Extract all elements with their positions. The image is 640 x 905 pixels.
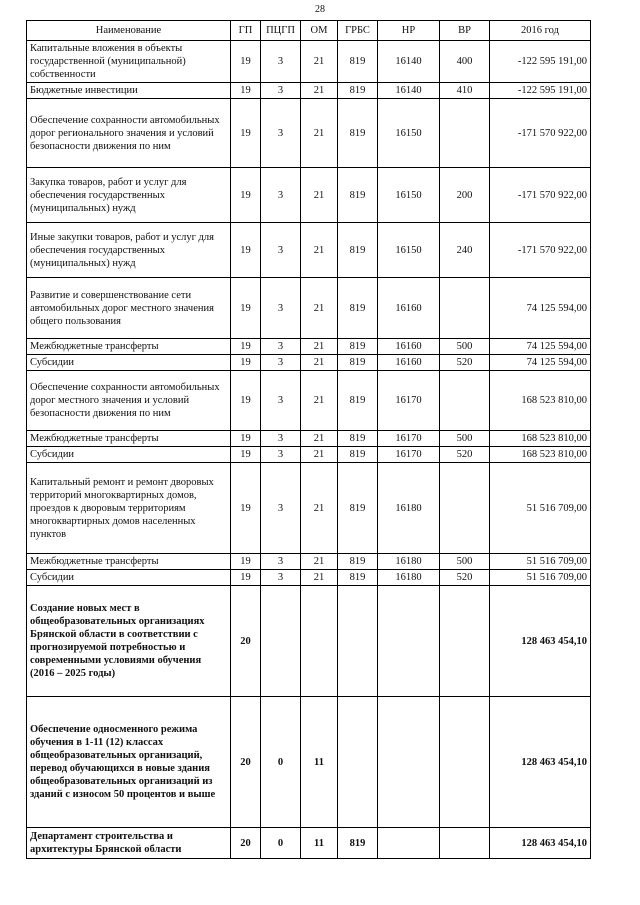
row-amount-cell: 168 523 810,00 bbox=[490, 371, 591, 431]
row-amount-cell: 74 125 594,00 bbox=[490, 355, 591, 371]
row-nr-cell: 16150 bbox=[378, 223, 440, 278]
row-nr-cell bbox=[378, 697, 440, 828]
row-om-cell: 11 bbox=[301, 697, 338, 828]
header-vr: ВР bbox=[440, 21, 490, 41]
row-nr-cell bbox=[378, 828, 440, 859]
row-pgp-cell: 3 bbox=[261, 447, 301, 463]
table-row bbox=[27, 278, 591, 339]
row-vr-cell bbox=[440, 697, 490, 828]
row-amount-cell: 128 463 454,10 bbox=[490, 586, 591, 697]
row-vr-cell: 200 bbox=[440, 168, 490, 223]
row-name-cell: Субсидии bbox=[27, 355, 231, 371]
row-om-cell: 21 bbox=[301, 463, 338, 554]
row-gp-cell: 20 bbox=[231, 586, 261, 697]
row-nr-cell: 16180 bbox=[378, 554, 440, 570]
row-amount-cell: 51 516 709,00 bbox=[490, 554, 591, 570]
row-grbs-cell: 819 bbox=[338, 41, 378, 83]
row-vr-cell: 410 bbox=[440, 83, 490, 99]
header-pgp: ПЦГП bbox=[261, 21, 301, 41]
table-row bbox=[27, 41, 591, 83]
row-om-cell: 21 bbox=[301, 570, 338, 586]
row-amount-cell: -171 570 922,00 bbox=[490, 168, 591, 223]
table-row bbox=[27, 355, 591, 371]
row-name-cell: Обеспечение односменного режима обучения в 1-11 (12) классах общеобразовательных организаций, перевод обучающихся в новые здания общеобразовательных организаций из зданий с износом 50 процентов и выше bbox=[27, 697, 231, 828]
row-name-cell: Закупка товаров, работ и услуг для обеспечения государственных (муниципальных) нужд bbox=[27, 168, 231, 223]
row-grbs-cell: 819 bbox=[338, 570, 378, 586]
page-number: 28 bbox=[315, 4, 325, 15]
row-grbs-cell bbox=[338, 586, 378, 697]
table-row bbox=[27, 83, 591, 99]
budget-table bbox=[26, 20, 591, 859]
row-pgp-cell: 3 bbox=[261, 431, 301, 447]
row-name-cell: Развитие и совершенствование сети автомобильных дорог местного значения общего пользования bbox=[27, 278, 231, 339]
row-pgp-cell: 3 bbox=[261, 278, 301, 339]
row-vr-cell: 500 bbox=[440, 554, 490, 570]
row-grbs-cell bbox=[338, 697, 378, 828]
row-gp-cell: 19 bbox=[231, 41, 261, 83]
header-nr: НР bbox=[378, 21, 440, 41]
row-nr-cell: 16160 bbox=[378, 339, 440, 355]
row-gp-cell: 19 bbox=[231, 431, 261, 447]
row-vr-cell bbox=[440, 99, 490, 168]
row-gp-cell: 19 bbox=[231, 168, 261, 223]
row-om-cell: 21 bbox=[301, 554, 338, 570]
row-amount-cell: 128 463 454,10 bbox=[490, 828, 591, 859]
row-name-cell: Межбюджетные трансферты bbox=[27, 339, 231, 355]
row-pgp-cell: 3 bbox=[261, 339, 301, 355]
row-om-cell bbox=[301, 586, 338, 697]
row-gp-cell: 19 bbox=[231, 463, 261, 554]
table-row bbox=[27, 168, 591, 223]
row-pgp-cell: 3 bbox=[261, 463, 301, 554]
row-gp-cell: 19 bbox=[231, 554, 261, 570]
row-name-cell: Создание новых мест в общеобразовательных организациях Брянской области в соответствии с прогнозируемой потребностью и современными условиями обучения (2016 – 2025 годы) bbox=[27, 586, 231, 697]
row-amount-cell: 51 516 709,00 bbox=[490, 463, 591, 554]
row-vr-cell bbox=[440, 278, 490, 339]
row-nr-cell: 16140 bbox=[378, 83, 440, 99]
row-vr-cell bbox=[440, 828, 490, 859]
row-name-cell: Субсидии bbox=[27, 570, 231, 586]
table-row bbox=[27, 586, 591, 697]
row-name-cell: Межбюджетные трансферты bbox=[27, 431, 231, 447]
row-pgp-cell: 3 bbox=[261, 99, 301, 168]
table-row bbox=[27, 431, 591, 447]
table-row bbox=[27, 828, 591, 859]
row-nr-cell: 16160 bbox=[378, 355, 440, 371]
row-name-cell: Капитальные вложения в объекты государственной (муниципальной) собственности bbox=[27, 41, 231, 83]
table-row bbox=[27, 339, 591, 355]
row-grbs-cell: 819 bbox=[338, 168, 378, 223]
row-amount-cell: -122 595 191,00 bbox=[490, 41, 591, 83]
row-nr-cell: 16140 bbox=[378, 41, 440, 83]
row-gp-cell: 19 bbox=[231, 355, 261, 371]
row-vr-cell: 240 bbox=[440, 223, 490, 278]
row-om-cell: 21 bbox=[301, 99, 338, 168]
row-nr-cell bbox=[378, 586, 440, 697]
row-name-cell: Капитальный ремонт и ремонт дворовых территорий многоквартирных домов, проездов к дворовым территориям многоквартирных домов населенных пунктов bbox=[27, 463, 231, 554]
row-nr-cell: 16180 bbox=[378, 570, 440, 586]
row-om-cell: 21 bbox=[301, 41, 338, 83]
row-amount-cell: 168 523 810,00 bbox=[490, 447, 591, 463]
row-om-cell: 21 bbox=[301, 168, 338, 223]
row-gp-cell: 19 bbox=[231, 223, 261, 278]
row-nr-cell: 16150 bbox=[378, 99, 440, 168]
row-grbs-cell: 819 bbox=[338, 828, 378, 859]
row-vr-cell: 520 bbox=[440, 570, 490, 586]
table-row bbox=[27, 554, 591, 570]
row-nr-cell: 16170 bbox=[378, 447, 440, 463]
row-pgp-cell bbox=[261, 586, 301, 697]
row-om-cell: 21 bbox=[301, 371, 338, 431]
row-grbs-cell: 819 bbox=[338, 554, 378, 570]
row-om-cell: 11 bbox=[301, 828, 338, 859]
row-gp-cell: 19 bbox=[231, 339, 261, 355]
header-gp: ГП bbox=[231, 21, 261, 41]
row-vr-cell: 500 bbox=[440, 431, 490, 447]
row-name-cell: Обеспечение сохранности автомобильных дорог местного значения и условий безопасности движения по ним bbox=[27, 371, 231, 431]
row-vr-cell: 500 bbox=[440, 339, 490, 355]
row-amount-cell: -171 570 922,00 bbox=[490, 223, 591, 278]
table-row bbox=[27, 371, 591, 431]
row-gp-cell: 19 bbox=[231, 447, 261, 463]
row-om-cell: 21 bbox=[301, 278, 338, 339]
row-pgp-cell: 0 bbox=[261, 828, 301, 859]
row-nr-cell: 16170 bbox=[378, 431, 440, 447]
row-amount-cell: 51 516 709,00 bbox=[490, 570, 591, 586]
row-grbs-cell: 819 bbox=[338, 371, 378, 431]
row-amount-cell: 74 125 594,00 bbox=[490, 278, 591, 339]
row-name-cell: Обеспечение сохранности автомобильных дорог регионального значения и условий безопасности движения по ним bbox=[27, 99, 231, 168]
row-om-cell: 21 bbox=[301, 83, 338, 99]
row-pgp-cell: 3 bbox=[261, 41, 301, 83]
row-vr-cell: 400 bbox=[440, 41, 490, 83]
row-gp-cell: 19 bbox=[231, 371, 261, 431]
header-name: Наименование bbox=[27, 21, 231, 41]
table-header-row bbox=[27, 21, 591, 41]
row-vr-cell: 520 bbox=[440, 355, 490, 371]
row-gp-cell: 19 bbox=[231, 278, 261, 339]
header-grbs: ГРБС bbox=[338, 21, 378, 41]
row-pgp-cell: 0 bbox=[261, 697, 301, 828]
row-name-cell: Департамент строительства и архитектуры Брянской области bbox=[27, 828, 231, 859]
row-name-cell: Субсидии bbox=[27, 447, 231, 463]
row-amount-cell: 168 523 810,00 bbox=[490, 431, 591, 447]
row-nr-cell: 16170 bbox=[378, 371, 440, 431]
row-name-cell: Межбюджетные трансферты bbox=[27, 554, 231, 570]
row-pgp-cell: 3 bbox=[261, 83, 301, 99]
table-row bbox=[27, 223, 591, 278]
row-om-cell: 21 bbox=[301, 339, 338, 355]
row-vr-cell bbox=[440, 371, 490, 431]
row-grbs-cell: 819 bbox=[338, 339, 378, 355]
row-gp-cell: 19 bbox=[231, 99, 261, 168]
row-amount-cell: -171 570 922,00 bbox=[490, 99, 591, 168]
row-nr-cell: 16150 bbox=[378, 168, 440, 223]
row-pgp-cell: 3 bbox=[261, 355, 301, 371]
row-om-cell: 21 bbox=[301, 223, 338, 278]
row-name-cell: Иные закупки товаров, работ и услуг для обеспечения государственных (муниципальных) нужд bbox=[27, 223, 231, 278]
row-grbs-cell: 819 bbox=[338, 83, 378, 99]
row-pgp-cell: 3 bbox=[261, 168, 301, 223]
row-pgp-cell: 3 bbox=[261, 223, 301, 278]
row-nr-cell: 16180 bbox=[378, 463, 440, 554]
row-grbs-cell: 819 bbox=[338, 278, 378, 339]
row-grbs-cell: 819 bbox=[338, 355, 378, 371]
row-pgp-cell: 3 bbox=[261, 570, 301, 586]
table-row bbox=[27, 570, 591, 586]
row-vr-cell: 520 bbox=[440, 447, 490, 463]
row-om-cell: 21 bbox=[301, 447, 338, 463]
header-amount: 2016 год bbox=[490, 21, 591, 41]
row-amount-cell: 74 125 594,00 bbox=[490, 339, 591, 355]
row-nr-cell: 16160 bbox=[378, 278, 440, 339]
row-grbs-cell: 819 bbox=[338, 447, 378, 463]
row-grbs-cell: 819 bbox=[338, 223, 378, 278]
row-grbs-cell: 819 bbox=[338, 431, 378, 447]
table-row bbox=[27, 447, 591, 463]
row-name-cell: Бюджетные инвестиции bbox=[27, 83, 231, 99]
row-gp-cell: 19 bbox=[231, 83, 261, 99]
row-grbs-cell: 819 bbox=[338, 463, 378, 554]
row-om-cell: 21 bbox=[301, 355, 338, 371]
table-row bbox=[27, 99, 591, 168]
row-grbs-cell: 819 bbox=[338, 99, 378, 168]
row-pgp-cell: 3 bbox=[261, 371, 301, 431]
row-vr-cell bbox=[440, 463, 490, 554]
table-row bbox=[27, 463, 591, 554]
row-gp-cell: 19 bbox=[231, 570, 261, 586]
row-gp-cell: 20 bbox=[231, 828, 261, 859]
table-row bbox=[27, 697, 591, 828]
row-amount-cell: -122 595 191,00 bbox=[490, 83, 591, 99]
row-om-cell: 21 bbox=[301, 431, 338, 447]
row-vr-cell bbox=[440, 586, 490, 697]
row-pgp-cell: 3 bbox=[261, 554, 301, 570]
row-amount-cell: 128 463 454,10 bbox=[490, 697, 591, 828]
row-gp-cell: 20 bbox=[231, 697, 261, 828]
header-om: ОМ bbox=[301, 21, 338, 41]
